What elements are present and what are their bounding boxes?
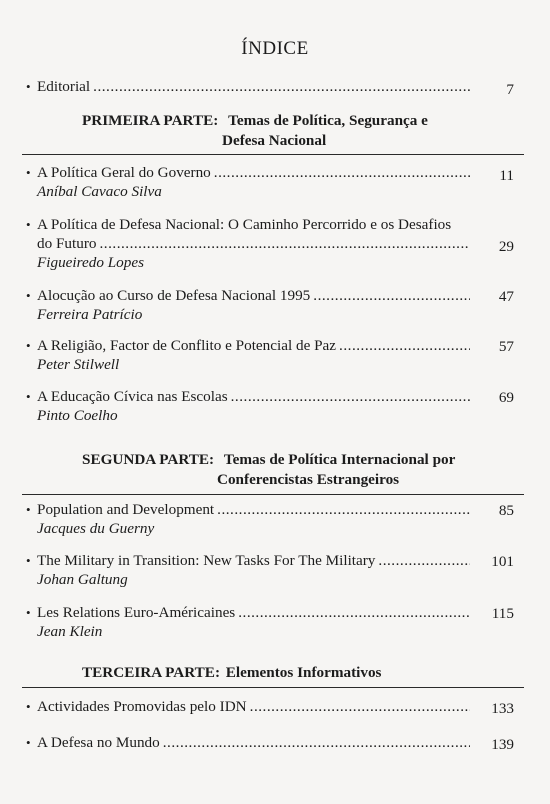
- dot-leader: [214, 163, 470, 182]
- bullet: •: [26, 553, 31, 568]
- part-title-line1: Elementos Informativos: [225, 664, 382, 681]
- part-heading-2: [82, 450, 455, 470]
- entry-title: A Defesa no Mundo: [37, 734, 160, 751]
- divider: [22, 687, 524, 688]
- dot-leader: [93, 77, 470, 96]
- part-heading-2-sub: Conferencistas Estrangeiros: [217, 471, 400, 488]
- part-label: TERCEIRA PARTE:: [82, 664, 220, 681]
- page-number: 11: [499, 167, 514, 184]
- divider: [22, 494, 524, 495]
- entry-author: Jacques du Guerny: [37, 520, 155, 537]
- entry-author: Jean Klein: [37, 623, 103, 640]
- entry-author: Johan Galtung: [37, 571, 128, 588]
- entry-title: Population and Development: [37, 501, 215, 518]
- part-title-line1: Temas de Política Internacional por: [223, 451, 456, 468]
- entry-title: Actividades Promovidas pelo IDN: [37, 698, 247, 715]
- page-number: 101: [491, 553, 514, 570]
- part-heading-1-sub: Defesa Nacional: [222, 132, 327, 149]
- entry-author: Aníbal Cavaco Silva: [37, 183, 162, 200]
- toc-entry[interactable]: [26, 215, 514, 272]
- toc-entry-editorial[interactable]: [26, 77, 514, 96]
- entry-title: A Religião, Factor de Conflito e Potencial de Paz: [37, 337, 337, 354]
- dot-leader: [339, 336, 470, 355]
- toc-entry[interactable]: [26, 163, 514, 201]
- page-number: 139: [491, 736, 514, 753]
- bullet: •: [26, 338, 31, 353]
- entry-title: Alocução ao Curso de Defesa Nacional 1995: [37, 287, 311, 304]
- entry-author: Ferreira Patrício: [37, 306, 143, 323]
- bullet: •: [26, 389, 31, 404]
- bullet: •: [26, 165, 31, 180]
- dot-leader: [378, 551, 470, 570]
- index-title: ÍNDICE: [241, 38, 309, 59]
- part-title-line1: Temas de Política, Segurança e: [228, 112, 428, 129]
- page-number: 7: [506, 81, 514, 98]
- page-number: 85: [498, 502, 514, 519]
- toc-entry[interactable]: [26, 336, 514, 374]
- dot-leader: [250, 697, 470, 716]
- entry-title: Les Relations Euro-Américaines: [37, 604, 236, 621]
- toc-entry[interactable]: [26, 286, 514, 324]
- bullet: •: [26, 605, 31, 620]
- entry-author: Figueiredo Lopes: [37, 254, 145, 271]
- entry-title: A Educação Cívica nas Escolas: [37, 388, 228, 405]
- dot-leader: [231, 387, 470, 406]
- page-number: 133: [491, 700, 514, 717]
- part-heading-3: [82, 663, 381, 683]
- entry-title: do Futuro: [37, 235, 97, 252]
- toc-entry[interactable]: [26, 733, 514, 752]
- entry-title: The Military in Transition: New Tasks For The Military: [37, 552, 376, 569]
- entry-title-line1: A Política de Defesa Nacional: O Caminho Percorrido e os Desafios: [37, 216, 452, 233]
- part-label: SEGUNDA PARTE:: [82, 451, 215, 468]
- page-number: 57: [498, 338, 514, 355]
- entry-title: A Política Geral do Governo: [37, 164, 211, 181]
- part-heading-1: [82, 111, 428, 131]
- page-number: 47: [498, 288, 514, 305]
- toc-entry[interactable]: [26, 697, 514, 716]
- entry-author: Peter Stilwell: [37, 356, 120, 373]
- dot-leader: [313, 286, 470, 305]
- entry-title: Editorial: [37, 78, 91, 95]
- dot-leader: [163, 733, 470, 752]
- bullet: •: [26, 699, 31, 714]
- bullet: •: [26, 79, 31, 94]
- dot-leader: [217, 500, 470, 519]
- bullet: •: [26, 217, 31, 232]
- dot-leader: [238, 603, 470, 622]
- divider: [22, 154, 524, 155]
- page-number: 115: [491, 605, 514, 622]
- toc-entry[interactable]: [26, 500, 514, 538]
- page-number: 29: [498, 238, 514, 255]
- toc-entry[interactable]: [26, 551, 514, 589]
- dot-leader: [100, 234, 471, 253]
- toc-entry[interactable]: [26, 387, 514, 425]
- bullet: •: [26, 502, 31, 517]
- entry-author: Pinto Coelho: [37, 407, 118, 424]
- bullet: •: [26, 288, 31, 303]
- page-number: 69: [498, 389, 514, 406]
- bullet: •: [26, 735, 31, 750]
- part-label: PRIMEIRA PARTE:: [82, 112, 219, 129]
- toc-entry[interactable]: [26, 603, 514, 641]
